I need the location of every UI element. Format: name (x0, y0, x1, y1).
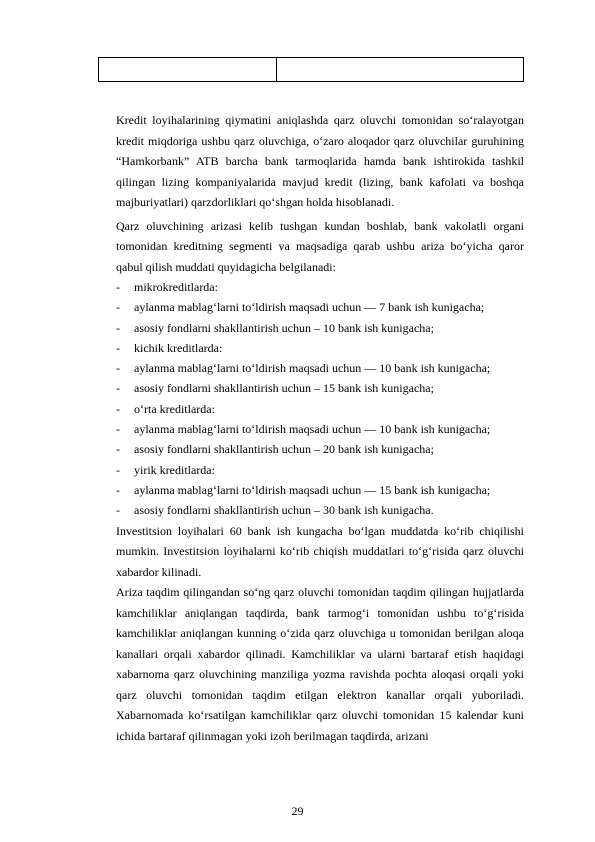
list-item-text: asosiy fondlarni shakllantirish uchun – 10 bank ish kunigacha; (134, 320, 434, 335)
list-item-text: aylanma mablag‘larni to‘ldirish maqsadi uchun — 15 bank ish kunigacha; (134, 482, 491, 497)
list-item (116, 500, 524, 520)
list-item (116, 419, 524, 439)
paragraph-investment-projects: Investitsion loyihalari 60 bank ish kungacha bo‘lgan muddatda ko‘rib chiqilishi mumkin. Investitsion loyihalarni ko‘rib chiqish muddatlari to‘g‘risida qarz oluvchi xabardor kilinadi. (116, 523, 524, 579)
list-item (116, 480, 524, 500)
table-cell-right (277, 58, 524, 82)
list-item (116, 460, 524, 480)
list-marker: - (116, 300, 120, 315)
list-item-text: yirik kreditlarda: (134, 462, 215, 477)
list-item-text: asosiy fondlarni shakllantirish uchun – 15 bank ish kunigacha; (134, 381, 434, 396)
list-marker: - (116, 442, 120, 457)
list-marker: - (116, 381, 120, 396)
list-marker: - (116, 503, 120, 518)
list-item-text: asosiy fondlarni shakllantirish uchun – 30 bank ish kunigacha. (134, 503, 434, 518)
paragraph-deficiencies: Ariza taqdim qilingandan so‘ng qarz oluvchi tomonidan taqdim qilingan hujjatlarda kamchiliklar aniqlangan taqdirda, bank tarmog‘i tomonidan ushbu to‘g‘risida kamchiliklar aniqlangan kunning o‘zida qarz oluvchiga u tomonidan berilgan aloqa kanallari orqali xabardor qilinadi. Kamchiliklar va ularni bartaraf etish haqidagi xabarnoma qarz oluvchining manziliga yozma ravishda pochta aloqasi orqali yoki qarz oluvchi tomonidan taqdim etilgan elektron kanallar orqali yuboriladi. Xabarnomada ko‘rsatilgan kamchiliklar qarz oluvchi tomonidan 15 kalendar kuni ichida bartaraf qilinmagan yoki izoh berilmagan taqdirda, arizani (116, 585, 524, 743)
list-item (116, 338, 524, 358)
document-body (116, 110, 524, 746)
list-item-text: aylanma mablag‘larni to‘ldirish maqsadi uchun — 10 bank ish kunigacha; (134, 422, 491, 437)
list-item-text: kichik kreditlarda: (134, 340, 223, 355)
table-row (99, 58, 524, 82)
list-item-text: aylanma mablag‘larni to‘ldirish maqsadi uchun — 10 bank ish kunigacha; (134, 361, 491, 376)
paragraph-decision-terms: Qarz oluvchining arizasi kelib tushgan kundan boshlab, bank vakolatli organi tomonidan kreditning segmenti va maqsadiga qarab ushbu ariza bo‘yicha qaror qabul qilish muddati quyidagicha belgilanadi: (116, 218, 524, 274)
list-item (116, 399, 524, 419)
list-marker: - (116, 280, 120, 294)
list-marker: - (116, 482, 120, 497)
list-item (116, 439, 524, 459)
header-table (98, 57, 524, 82)
table-cell-left (99, 58, 277, 82)
list-marker: - (116, 361, 120, 376)
page-number: 29 (291, 804, 304, 818)
terms-list (116, 277, 524, 521)
list-item (116, 297, 524, 317)
list-item-text: mikrokreditlarda: (134, 280, 218, 294)
list-marker: - (116, 462, 120, 477)
list-marker: - (116, 401, 120, 416)
list-item (116, 277, 524, 297)
list-item (116, 318, 524, 338)
list-marker: - (116, 320, 120, 335)
list-item-text: o‘rta kreditlarda: (134, 401, 215, 416)
list-item-text: asosiy fondlarni shakllantirish uchun – 20 bank ish kunigacha; (134, 442, 434, 457)
paragraph-credit-value: Kredit loyihalarining qiymatini aniqlashda qarz oluvchi tomonidan so‘ralayotgan kredit miqdoriga ushbu qarz oluvchiga, o‘zaro aloqador qarz oluvchilar guruhining “Hamkorbank” ATB barcha bank tarmoqlarida hamda bank ishtirokida tashkil qilingan lizing kompaniyalarida mavjud kredit (lizing, bank kafolati va boshqa majburiyatlari) qarzdorliklari qo‘shgan holda hisoblanadi. (116, 113, 524, 209)
list-marker: - (116, 422, 120, 437)
list-marker: - (116, 340, 120, 355)
list-item-text: aylanma mablag‘larni to‘ldirish maqsadi uchun — 7 bank ish kunigacha; (134, 300, 485, 315)
list-item (116, 358, 524, 378)
list-item (116, 378, 524, 398)
